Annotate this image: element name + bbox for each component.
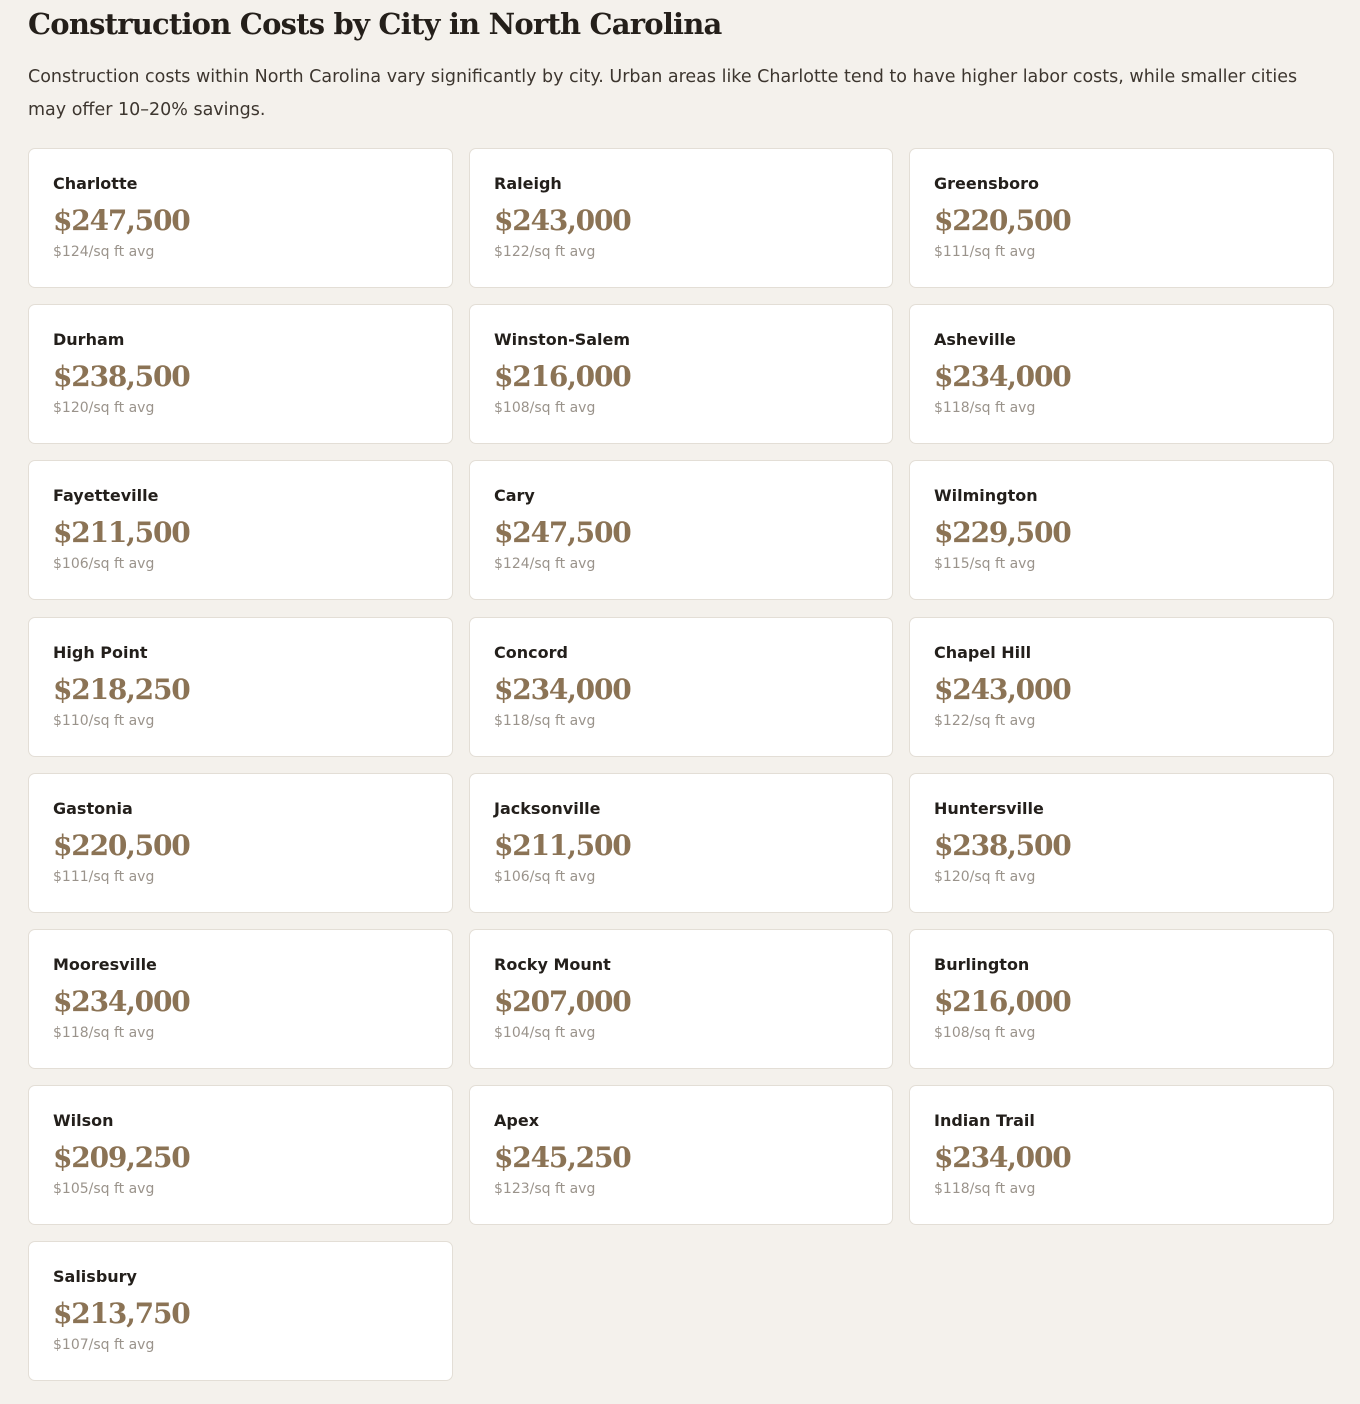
city-name: Charlotte [53,174,138,193]
city-card-fayetteville [28,460,453,600]
city-price: $238,500 [934,828,1071,862]
city-price: $245,250 [494,1141,631,1175]
city-price: $234,000 [494,672,631,706]
city-price: $218,250 [53,672,190,706]
city-card-chapel-hill [909,617,1334,757]
city-per-sqft: $122/sq ft avg [494,244,596,260]
city-card-greensboro [909,148,1334,288]
city-name: Wilmington [934,486,1038,506]
city-name: Concord [494,642,568,662]
city-name: Winston-Salem [494,330,631,350]
city-price: $220,500 [934,204,1071,237]
city-cost-grid [28,148,1334,1381]
city-per-sqft: $108/sq ft avg [494,400,596,417]
city-card-burlington [909,929,1334,1069]
city-per-sqft: $120/sq ft avg [934,868,1036,885]
city-card-raleigh [469,148,893,288]
city-per-sqft: $104/sq ft avg [494,1024,596,1041]
city-card-gastonia [28,773,453,913]
city-name: Salisbury [53,1267,137,1287]
city-price: $216,000 [934,984,1071,1018]
city-per-sqft: $118/sq ft avg [934,400,1036,417]
city-name: High Point [53,642,148,662]
city-per-sqft: $106/sq ft avg [53,556,155,573]
city-price: $234,000 [934,360,1071,394]
city-per-sqft: $110/sq ft avg [53,712,155,729]
city-name: Huntersville [934,798,1044,818]
city-price: $234,000 [53,984,190,1018]
city-card-cary [469,460,893,600]
city-costs-section [28,0,1334,1354]
city-per-sqft: $118/sq ft avg [53,1024,155,1041]
city-card-durham [28,304,453,444]
city-card-high-point [28,617,453,757]
city-price: $209,250 [53,1141,190,1175]
section-intro: Construction costs within North Carolina vary significantly by city. Urban areas like Charlotte tend to have higher labor costs, while smaller cities may offer 10–20% savings. [28,67,1298,120]
city-per-sqft: $124/sq ft avg [53,244,155,260]
city-name: Rocky Mount [494,954,611,974]
city-card-rocky-mount [469,929,893,1069]
section-title: Construction Costs by City in North Carolina [28,7,722,41]
city-price: $243,000 [494,204,631,237]
city-name: Wilson [53,1111,114,1131]
city-name: Fayetteville [53,486,159,506]
city-price: $216,000 [494,360,631,394]
city-card-apex [469,1085,893,1225]
city-name: Apex [494,1111,540,1131]
city-price: $211,500 [53,516,190,550]
city-price: $229,500 [934,516,1071,550]
city-name: Jacksonville [494,798,601,818]
city-name: Gastonia [53,798,133,818]
city-per-sqft: $115/sq ft avg [934,556,1036,573]
city-name: Greensboro [934,174,1039,193]
city-card-indian-trail [909,1085,1334,1225]
city-per-sqft: $108/sq ft avg [934,1024,1036,1041]
city-per-sqft: $107/sq ft avg [53,1337,155,1354]
city-price: $238,500 [53,360,190,394]
city-card-wilmington [909,460,1334,600]
city-card-winston-salem [469,304,893,444]
city-per-sqft: $111/sq ft avg [934,244,1036,260]
city-name: Chapel Hill [934,642,1032,662]
city-card-charlotte [28,148,453,288]
city-name: Raleigh [494,174,562,193]
city-per-sqft: $105/sq ft avg [53,1181,155,1198]
city-card-asheville [909,304,1334,444]
city-price: $247,500 [494,516,631,550]
city-card-huntersville [909,773,1334,913]
city-name: Durham [53,330,125,350]
city-card-jacksonville [469,773,893,913]
city-price: $243,000 [934,672,1071,706]
city-per-sqft: $124/sq ft avg [494,556,596,573]
city-per-sqft: $123/sq ft avg [494,1181,596,1198]
city-price: $234,000 [934,1141,1071,1175]
city-per-sqft: $118/sq ft avg [934,1181,1036,1198]
city-name: Indian Trail [934,1111,1035,1131]
city-price: $211,500 [494,828,631,862]
city-per-sqft: $122/sq ft avg [934,712,1036,729]
city-price: $247,500 [53,204,190,237]
city-price: $207,000 [494,984,631,1018]
city-name: Cary [494,486,535,506]
city-name: Asheville [934,330,1016,350]
city-price: $213,750 [53,1297,190,1331]
city-card-salisbury [28,1241,453,1381]
city-per-sqft: $111/sq ft avg [53,868,155,885]
city-card-concord [469,617,893,757]
city-card-wilson [28,1085,453,1225]
city-per-sqft: $106/sq ft avg [494,868,596,885]
city-price: $220,500 [53,828,190,862]
city-card-mooresville [28,929,453,1069]
city-name: Burlington [934,954,1030,974]
city-name: Mooresville [53,954,157,974]
city-per-sqft: $120/sq ft avg [53,400,155,417]
city-per-sqft: $118/sq ft avg [494,712,596,729]
